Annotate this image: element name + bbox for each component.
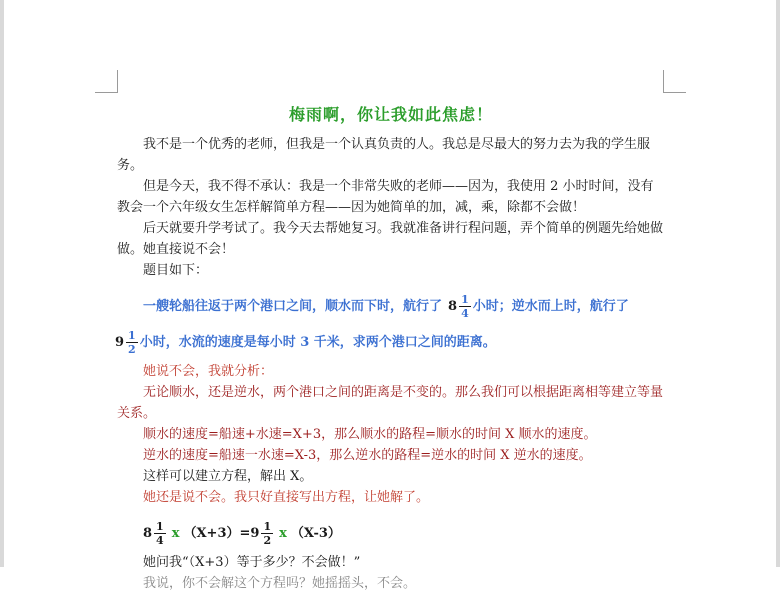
equation-fraction-2 — [261, 520, 273, 547]
equation-times-1: x — [171, 525, 180, 541]
fraction-1-numerator: 1 — [461, 292, 469, 306]
fraction-1 — [459, 293, 471, 320]
page-edge-left — [0, 0, 4, 567]
problem-text-2: 小时；逆水而上时，航行了 — [472, 298, 629, 314]
fraction-1-denominator: 4 — [461, 306, 469, 320]
fraction-2-numerator: 1 — [128, 328, 136, 342]
equation-whole-1: 8 — [143, 525, 153, 541]
margin-corner-top-right — [663, 70, 686, 93]
fraction-2 — [126, 329, 138, 356]
analysis-6: 她还是说不会。我只好直接写出方程，让她解了。 — [143, 490, 430, 505]
equation-fraction-1-denominator: 4 — [156, 533, 164, 547]
page-edge-right — [776, 0, 780, 567]
fraction-2-denominator: 2 — [128, 342, 136, 356]
equation-right-paren: （X-3） — [290, 525, 341, 541]
analysis-1: 她说不会，我就分析： — [143, 364, 274, 379]
equation-whole-2: 9 — [250, 525, 260, 541]
margin-corner-top-left — [95, 70, 118, 93]
equation — [117, 514, 665, 552]
paragraph-3: 后天就要升学考试了。我今天去帮她复习。我就准备讲行程问题，弄个简单的例题先给她做做。她直接说不会！ — [117, 221, 664, 257]
equation-fraction-1-numerator: 1 — [156, 519, 164, 533]
closing-2-partial: 我说，你不会解这个方程吗？她摇摇头，不会。 — [143, 576, 417, 591]
mixed-number-2-whole: 9 — [115, 334, 125, 350]
document-body — [115, 100, 665, 591]
equation-fraction-1 — [154, 520, 166, 547]
paragraph-2: 但是今天，我不得不承认：我是一个非常失败的老师——因为，我使用 2 小时时间，没有教会一个六年级女生怎样解简单方程——因为她简单的加，减，乘，除都不会做！ — [117, 179, 654, 215]
mixed-number-1-whole: 8 — [448, 298, 458, 314]
document-title: 梅雨啊，你让我如此焦虑！ — [288, 105, 493, 124]
analysis-5: 这样可以建立方程，解出 X。 — [143, 469, 313, 484]
analysis-2: 无论顺水，还是逆水，两个港口之间的距离是不变的。那么我们可以根据距离相等建立等量关系。 — [117, 385, 664, 421]
equation-fraction-2-numerator: 1 — [263, 519, 272, 533]
closing-1: 她问我“（X+3）等于多少？不会做！” — [143, 555, 361, 570]
analysis-4: 逆水的速度=船速一水速=X-3，那么逆水的路程=逆水的时间 X 逆水的速度。 — [143, 448, 592, 463]
problem-line-2 — [115, 323, 665, 361]
problem-line-1 — [117, 289, 665, 323]
equation-times-2: x — [279, 525, 287, 541]
problem-text-3: 小时，水流的速度是每小时 3 千米，求两个港口之间的距离。 — [139, 334, 496, 350]
paragraph-4: 题目如下： — [143, 263, 209, 278]
paragraph-1: 我不是一个优秀的老师，但我是一个认真负责的人。我总是尽最大的努力去为我的学生服务。 — [117, 137, 651, 173]
equation-fraction-2-denominator: 2 — [263, 533, 272, 547]
equation-left-paren: （X+3）= — [183, 525, 251, 541]
problem-text-1: 一艘轮船往返于两个港口之间，顺水而下时，航行了 — [143, 298, 443, 314]
analysis-3: 顺水的速度=船速+水速=X+3，那么顺水的路程=顺水的时间 X 顺水的速度。 — [143, 427, 597, 442]
